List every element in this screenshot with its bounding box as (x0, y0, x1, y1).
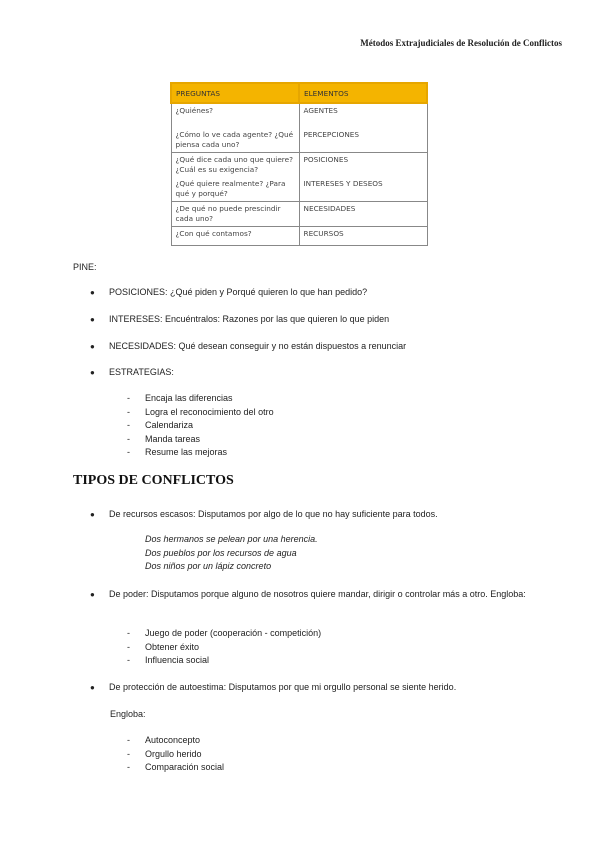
questions-table (170, 82, 428, 246)
engloba-label: Engloba: (110, 709, 146, 719)
header-preguntas: PREGUNTAS (171, 83, 299, 103)
header-elementos: ELEMENTOS (299, 83, 427, 103)
table-row (171, 227, 427, 246)
example-line: Dos pueblos por los recursos de agua (145, 547, 297, 558)
table-cell-question: ¿Con qué contamos? (171, 227, 299, 246)
bullet-icon: ● (90, 683, 95, 692)
table-cell-question: ¿Quiénes? (171, 103, 299, 128)
table-cell-element: POSICIONES (299, 153, 427, 178)
bullet-icon: ● (90, 510, 95, 519)
table-cell-element: PERCEPCIONES (299, 128, 427, 153)
bullet-icon: ● (90, 590, 95, 599)
page-header: Métodos Extrajudiciales de Resolución de Conflictos (360, 38, 562, 48)
table-cell-question: ¿Cómo lo ve cada agente? ¿Qué piensa cada uno? (171, 128, 299, 153)
table-cell-element: RECURSOS (299, 227, 427, 246)
table-cell-question: ¿Qué quiere realmente? ¿Para qué y porqué? (171, 177, 299, 202)
bullet-icon: ● (90, 368, 95, 377)
section-title: TIPOS DE CONFLICTOS (73, 473, 234, 488)
table-row (171, 128, 427, 153)
table-cell-element: NECESIDADES (299, 202, 427, 227)
bullet-icon: ● (90, 315, 95, 324)
table-cell-question: ¿Qué dice cada uno que quiere? ¿Cuál es su exigencia? (171, 153, 299, 178)
example-line: Dos hermanos se pelean por una herencia. (145, 534, 318, 544)
bullet-icon: ● (90, 288, 95, 297)
pine-label: PINE: (73, 262, 97, 272)
table-cell-question: ¿De qué no puede prescindir cada uno? (171, 202, 299, 227)
table-cell-element: AGENTES (299, 103, 427, 128)
bullet-icon: ● (90, 342, 95, 351)
example-line: Dos niños por un lápiz concreto (145, 561, 272, 571)
table-row (171, 177, 427, 202)
table-row (171, 202, 427, 227)
table-row (171, 153, 427, 178)
examples-block (145, 533, 318, 574)
table-row (171, 103, 427, 128)
table-cell-element: INTERESES Y DESEOS (299, 177, 427, 202)
